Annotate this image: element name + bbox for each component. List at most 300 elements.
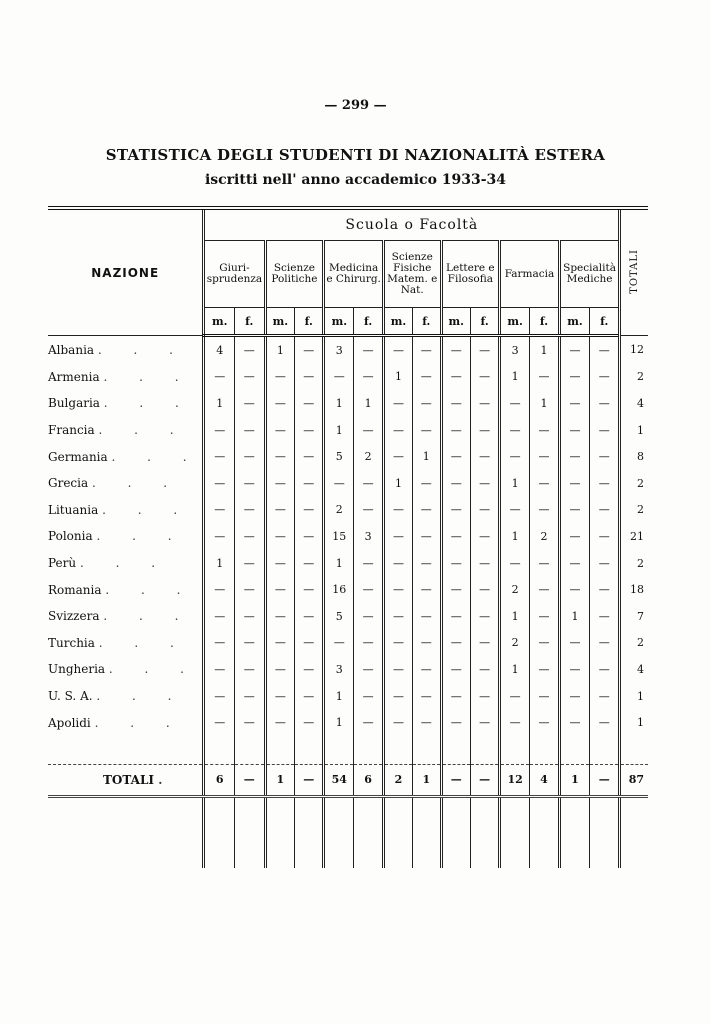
table-cell: — [413, 523, 441, 550]
table-cell: 1 [559, 764, 589, 796]
nation-name: Romania [48, 582, 102, 597]
table-cell: — [413, 364, 441, 391]
row-total: 8 [620, 443, 648, 470]
table-cell: 3 [500, 336, 530, 364]
table-cell: — [265, 656, 295, 683]
table-cell: — [265, 364, 295, 391]
sex-header-m: m. [324, 308, 354, 336]
table-cell: — [559, 417, 589, 444]
leader-dots: . . . [102, 502, 192, 517]
table-row [48, 443, 648, 470]
table-cell: — [500, 417, 530, 444]
table-cell: — [204, 709, 235, 736]
nation-name: Apolidi [48, 715, 91, 730]
table-cell: — [530, 550, 560, 577]
table-cell: — [590, 764, 620, 796]
sex-header-f: f. [413, 308, 441, 336]
row-total: 4 [620, 656, 648, 683]
table-cell: — [354, 576, 384, 603]
leader-dots: . . . [108, 662, 198, 677]
table-cell: 3 [324, 336, 354, 364]
row-total: 1 [620, 709, 648, 736]
table-cell: — [295, 764, 324, 796]
table-cell: — [413, 576, 441, 603]
table-cell: — [235, 336, 265, 364]
table-cell: 12 [500, 764, 530, 796]
table-cell: — [590, 443, 620, 470]
table-cell: — [590, 656, 620, 683]
table-cell: — [590, 470, 620, 497]
table-cell: — [354, 683, 384, 710]
table-cell: — [590, 603, 620, 630]
table-cell: — [413, 336, 441, 364]
table-cell: — [530, 603, 560, 630]
table-cell: 2 [354, 443, 384, 470]
table-cell: — [413, 497, 441, 524]
table-cell: — [559, 550, 589, 577]
nation-name: Albania [48, 342, 95, 357]
scuola-header: Scuola o Facoltà [204, 208, 620, 241]
table-cell: — [295, 336, 324, 364]
table-cell: — [559, 443, 589, 470]
table-cell: — [265, 683, 295, 710]
sex-header-m: m. [383, 308, 412, 336]
table-cell: — [471, 576, 500, 603]
leader-dots: . [158, 772, 177, 787]
table-cell: — [471, 683, 500, 710]
sex-header-f: f. [295, 308, 324, 336]
table-cell: — [441, 603, 471, 630]
table-cell: 6 [204, 764, 235, 796]
row-total: 1 [620, 683, 648, 710]
table-cell: 16 [324, 576, 354, 603]
table-cell: — [441, 470, 471, 497]
table-cell: 1 [204, 390, 235, 417]
table-cell: — [441, 550, 471, 577]
table-cell: 1 [500, 364, 530, 391]
table-cell: — [295, 576, 324, 603]
table-cell: — [471, 630, 500, 657]
row-total: 4 [620, 390, 648, 417]
table-cell: 1 [559, 603, 589, 630]
table-cell: — [204, 576, 235, 603]
leader-dots: . . . [97, 342, 187, 357]
nazione-header: NAZIONE [48, 208, 204, 336]
table-cell: — [500, 709, 530, 736]
document-subtitle: iscritti nell' anno accademico 1933-34 [204, 172, 507, 188]
table-cell: — [354, 417, 384, 444]
table-row [48, 603, 648, 630]
table-cell: — [295, 630, 324, 657]
table-row [48, 550, 648, 577]
table-cell: — [590, 523, 620, 550]
nation-name: Lituania [48, 502, 99, 517]
table-cell: — [235, 630, 265, 657]
table-cell: 1 [413, 764, 441, 796]
sex-header-f: f. [590, 308, 620, 336]
table-cell: 4 [204, 336, 235, 364]
table-cell: — [265, 417, 295, 444]
table-cell: 1 [324, 417, 354, 444]
nation-name: Grecia [48, 476, 89, 491]
table-cell: — [590, 709, 620, 736]
table-cell: — [204, 364, 235, 391]
table-cell: — [441, 523, 471, 550]
table-cell: — [471, 523, 500, 550]
table-cell: — [383, 576, 412, 603]
leader-dots: . . . [105, 582, 195, 597]
row-total: 2 [620, 630, 648, 657]
table-cell: 54 [324, 764, 354, 796]
table-cell: — [235, 683, 265, 710]
sex-header-f: f. [354, 308, 384, 336]
leader-dots: . . . [96, 529, 186, 544]
row-total: 18 [620, 576, 648, 603]
leader-dots: . . . [103, 609, 193, 624]
table-cell: 1 [324, 683, 354, 710]
table-cell: — [204, 683, 235, 710]
table-cell: 1 [354, 390, 384, 417]
table-cell: — [413, 470, 441, 497]
table-row [48, 683, 648, 710]
table-cell: — [383, 630, 412, 657]
table-cell: — [265, 443, 295, 470]
table-cell: — [235, 576, 265, 603]
faculty-header: Lettere e Filosofia [441, 241, 500, 308]
row-total: 87 [620, 764, 648, 796]
table-row [48, 764, 648, 796]
sex-header-m: m. [441, 308, 471, 336]
table-cell: — [235, 764, 265, 796]
table-cell: — [500, 550, 530, 577]
table-cell: — [383, 390, 412, 417]
table-cell: — [413, 630, 441, 657]
table-cell: — [590, 390, 620, 417]
table-cell: — [295, 364, 324, 391]
table-cell: — [441, 709, 471, 736]
table-cell: — [590, 550, 620, 577]
table-cell: — [500, 390, 530, 417]
row-total: 2 [620, 497, 648, 524]
table-cell: — [383, 336, 412, 364]
table-cell: — [265, 470, 295, 497]
table-row [48, 390, 648, 417]
table-cell: — [295, 656, 324, 683]
table-row [48, 709, 648, 736]
table-cell: — [441, 336, 471, 364]
table-cell: — [354, 336, 384, 364]
table-cell: — [559, 523, 589, 550]
table-cell: 4 [530, 764, 560, 796]
table-cell: 5 [324, 443, 354, 470]
table-cell: — [235, 497, 265, 524]
table-cell: 1 [500, 656, 530, 683]
table-cell: 1 [530, 336, 560, 364]
table-cell: — [204, 443, 235, 470]
table-cell: — [204, 656, 235, 683]
table-cell: — [590, 683, 620, 710]
table-cell: — [559, 709, 589, 736]
table-cell: — [530, 683, 560, 710]
table-cell: — [590, 364, 620, 391]
table-cell: — [530, 417, 560, 444]
table-cell: — [590, 417, 620, 444]
table-cell: — [441, 630, 471, 657]
nation-name: Francia [48, 423, 95, 438]
table-cell: — [354, 630, 384, 657]
faculty-header: Specialità Mediche [559, 241, 619, 308]
table-cell: — [383, 683, 412, 710]
leader-dots: . . . [103, 396, 193, 411]
table-cell: — [383, 550, 412, 577]
table-cell: — [441, 497, 471, 524]
table-cell: 2 [324, 497, 354, 524]
table-cell: — [471, 550, 500, 577]
table-cell: 1 [204, 550, 235, 577]
table-cell: — [235, 417, 265, 444]
table-cell: — [235, 390, 265, 417]
statistics-table [48, 206, 648, 868]
table-cell: — [204, 470, 235, 497]
nation-name: Bulgaria [48, 396, 100, 411]
sex-header-f: f. [235, 308, 265, 336]
table-cell: — [295, 523, 324, 550]
nation-name: Svizzera [48, 609, 100, 624]
table-cell: — [383, 443, 412, 470]
table-cell: — [324, 470, 354, 497]
table-cell: — [265, 550, 295, 577]
table-cell: 1 [383, 364, 412, 391]
row-total: 12 [620, 336, 648, 364]
table-cell: — [413, 683, 441, 710]
faculty-header: Medicina e Chirurg. [324, 241, 384, 308]
table-cell: — [204, 417, 235, 444]
table-cell: 1 [324, 709, 354, 736]
table-cell: — [441, 764, 471, 796]
totali-header: TOTALI [629, 248, 641, 294]
row-total: 21 [620, 523, 648, 550]
table-cell: — [383, 417, 412, 444]
leader-dots: . . . [103, 369, 193, 384]
table-cell: — [413, 656, 441, 683]
table-cell: — [471, 497, 500, 524]
table-cell: 1 [500, 603, 530, 630]
table-cell: — [265, 630, 295, 657]
table-cell: — [471, 364, 500, 391]
table-cell: — [354, 656, 384, 683]
table-cell: — [500, 443, 530, 470]
table-cell: — [295, 497, 324, 524]
table-cell: 5 [324, 603, 354, 630]
leader-dots: . . . [98, 423, 188, 438]
table-cell: — [559, 390, 589, 417]
row-total: 1 [620, 417, 648, 444]
table-cell: — [590, 497, 620, 524]
table-cell: — [530, 576, 560, 603]
table-cell: — [441, 576, 471, 603]
table-row [48, 470, 648, 497]
table-cell: — [354, 470, 384, 497]
table-cell: — [530, 709, 560, 736]
table-cell: — [295, 683, 324, 710]
table-cell: — [235, 523, 265, 550]
table-cell: — [559, 336, 589, 364]
table-cell: — [530, 497, 560, 524]
table-cell: — [413, 550, 441, 577]
table-cell: 2 [530, 523, 560, 550]
table-cell: — [204, 523, 235, 550]
table-cell: — [559, 364, 589, 391]
table-cell: — [413, 390, 441, 417]
table-cell: — [235, 656, 265, 683]
table-cell: — [500, 683, 530, 710]
table-cell: — [471, 470, 500, 497]
table-cell: — [559, 497, 589, 524]
table-cell: — [265, 523, 295, 550]
table-cell: — [295, 470, 324, 497]
table-cell: — [383, 656, 412, 683]
sex-header-m: m. [265, 308, 295, 336]
row-total: 2 [620, 470, 648, 497]
table-cell: — [413, 417, 441, 444]
table-row [48, 364, 648, 391]
leader-dots: . . . [91, 476, 182, 491]
table-cell: — [204, 603, 235, 630]
table-cell: — [383, 603, 412, 630]
document-title: STATISTICA DEGLI STUDENTI DI NAZIONALITÀ ESTERA [105, 146, 606, 164]
table-cell: — [471, 417, 500, 444]
table-row [48, 417, 648, 444]
nation-name: Ungheria [48, 662, 106, 677]
table-cell: — [295, 709, 324, 736]
table-row [48, 336, 648, 364]
table-cell: — [471, 656, 500, 683]
table-cell: — [235, 709, 265, 736]
table-cell: — [471, 709, 500, 736]
nation-name: Germania [48, 449, 108, 464]
row-total: 2 [620, 364, 648, 391]
leader-dots: . . . [111, 449, 201, 464]
table-cell: — [441, 390, 471, 417]
table-cell: 2 [383, 764, 412, 796]
table-cell: — [383, 709, 412, 736]
table-cell: — [559, 576, 589, 603]
table-cell: — [559, 656, 589, 683]
table-cell: — [441, 417, 471, 444]
table-cell: 1 [324, 390, 354, 417]
row-total: 2 [620, 550, 648, 577]
page-number: — 299 — [324, 98, 387, 113]
table-cell: — [441, 683, 471, 710]
table-cell: — [590, 630, 620, 657]
nation-name: U. S. A. [48, 689, 93, 704]
table-cell: — [265, 390, 295, 417]
table-cell: — [530, 443, 560, 470]
table-cell: — [354, 364, 384, 391]
table-cell: 1 [500, 470, 530, 497]
table-cell: 1 [265, 336, 295, 364]
table-cell: 2 [500, 630, 530, 657]
table-cell: — [413, 603, 441, 630]
table-cell: 1 [413, 443, 441, 470]
table-cell: — [471, 390, 500, 417]
table-cell: — [265, 576, 295, 603]
table-cell: — [354, 550, 384, 577]
table-cell: — [295, 443, 324, 470]
table-cell: — [354, 603, 384, 630]
table-cell: — [530, 656, 560, 683]
table-cell: — [441, 656, 471, 683]
table-cell: — [471, 443, 500, 470]
table-row [48, 656, 648, 683]
table-row [48, 576, 648, 603]
table-row [48, 630, 648, 657]
leader-dots: . . . [98, 635, 188, 650]
table-cell: — [590, 336, 620, 364]
nation-name: Perù [48, 556, 77, 571]
table-cell: — [500, 497, 530, 524]
table-row [48, 523, 648, 550]
table-cell: — [295, 417, 324, 444]
nation-name: Polonia [48, 529, 93, 544]
sex-header-f: f. [471, 308, 500, 336]
table-cell: 3 [354, 523, 384, 550]
table-cell: — [530, 364, 560, 391]
table-cell: 1 [500, 523, 530, 550]
table-cell: — [235, 364, 265, 391]
table-cell: — [295, 550, 324, 577]
faculty-header: Scienze Politiche [265, 241, 324, 308]
table-cell: 2 [500, 576, 530, 603]
table-cell: — [235, 443, 265, 470]
table-cell: — [413, 709, 441, 736]
table-cell: — [590, 576, 620, 603]
table-cell: — [530, 470, 560, 497]
table-cell: — [471, 603, 500, 630]
totali-label: TOTALI [103, 772, 155, 787]
table-cell: — [265, 603, 295, 630]
table-cell: — [441, 443, 471, 470]
table-cell: 1 [383, 470, 412, 497]
table-cell: — [265, 709, 295, 736]
table-cell: — [324, 630, 354, 657]
table-cell: 1 [530, 390, 560, 417]
table-cell: — [324, 364, 354, 391]
leader-dots: . . . [79, 556, 170, 571]
table-cell: 3 [324, 656, 354, 683]
table-cell: — [295, 603, 324, 630]
nation-name: Armenia [48, 369, 100, 384]
table-cell: 6 [354, 764, 384, 796]
table-cell: — [559, 470, 589, 497]
table-cell: — [441, 364, 471, 391]
table-cell: — [559, 683, 589, 710]
table-cell: 1 [324, 550, 354, 577]
table-cell: — [471, 764, 500, 796]
leader-dots: . . . [94, 715, 184, 730]
sex-header-m: m. [559, 308, 589, 336]
table-row [48, 497, 648, 524]
table-cell: — [265, 497, 295, 524]
table-cell: — [559, 630, 589, 657]
faculty-header: Giuri-sprudenza [204, 241, 265, 308]
sex-header-f: f. [530, 308, 560, 336]
table-cell: — [235, 470, 265, 497]
table-cell: — [204, 630, 235, 657]
table-cell: — [354, 709, 384, 736]
table-cell: — [354, 497, 384, 524]
table-cell: — [383, 523, 412, 550]
